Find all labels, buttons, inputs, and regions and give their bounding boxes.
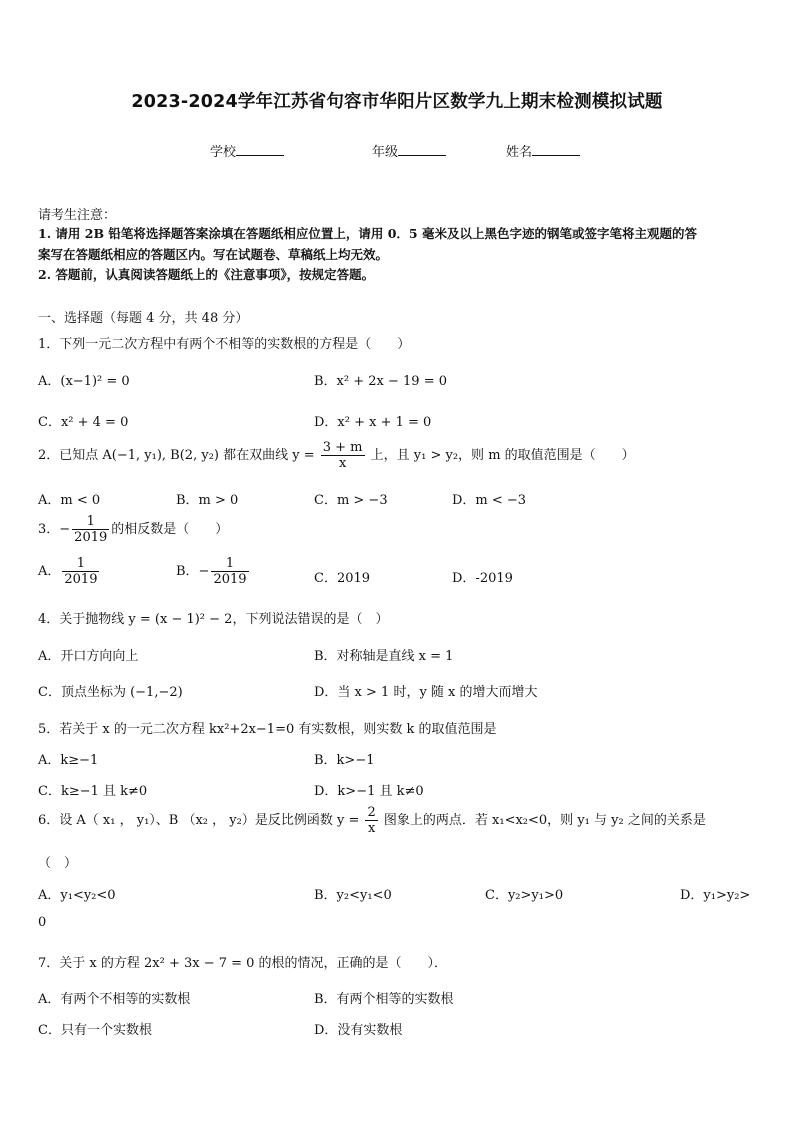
q5-option-c: C．k≥−1 且 k≠0: [38, 784, 148, 799]
q2-option-b: B．m > 0: [176, 493, 239, 508]
school-field: [210, 141, 284, 160]
notice-heading: 请考生注意：: [38, 208, 117, 223]
q7-option-d: D．没有实数根: [314, 1023, 403, 1038]
q2-frac-den: x: [338, 456, 347, 471]
q6-stem-a: 6．设 A（ x₁ ， y₁）、B （x₂ ， y₂）是反比例函数 y =: [38, 813, 360, 828]
name-field: [506, 141, 580, 160]
q5-stem: 5．若关于 x 的一元二次方程 kx²+2x−1=0 有实数根，则实数 k 的取值范围是: [38, 722, 497, 737]
q6-stem-b: 图象上的两点．若 x₁<x₂<0，则 y₁ 与 y₂ 之间的关系是: [383, 813, 706, 828]
q6-option-a: A．y₁<y₂<0: [38, 888, 116, 903]
q2-stem: [38, 440, 635, 471]
q3-b-den: 2019: [213, 572, 247, 587]
q6-option-d-cont: 0: [38, 915, 47, 930]
q2-stem-a: 2．已知点 A(−1, y₁), B(2, y₂) 都在双曲线 y =: [38, 448, 315, 463]
q6-fraction: [365, 805, 377, 836]
q4-stem: 4．关于抛物线 y = (x − 1)² − 2，下列说法错误的是（ ）: [38, 612, 389, 627]
q7-option-a: A．有两个不相等的实数根: [38, 992, 191, 1007]
q3-b-num: 1: [211, 556, 248, 572]
q6-frac-den: x: [367, 821, 376, 836]
q2-option-a: A．m < 0: [38, 493, 101, 508]
page-title: 2023-2024学年江苏省句容市华阳片区数学九上期末检测模拟试题: [131, 92, 663, 112]
q1-option-c: C．x² + 4 = 0: [38, 415, 129, 430]
q6-option-c: C．y₂>y₁>0: [485, 888, 564, 903]
q3-a-prefix: A．: [38, 564, 61, 579]
q4-option-d: D．当 x > 1 时，y 随 x 的增大而增大: [314, 685, 538, 700]
q6-option-d: D．y₁>y₂>: [680, 888, 751, 903]
q1-option-a: A．(x−1)² = 0: [38, 374, 130, 389]
notice-item1-line2: 案写在答题纸相应的答题区内。写在试题卷、草稿纸上均无效。: [38, 247, 389, 262]
section-heading: 一、选择题（每题 4 分，共 48 分）: [38, 311, 249, 326]
notice-item2: 2. 答题前，认真阅读答题纸上的《注意事项》，按规定答题。: [38, 267, 375, 282]
name-blank: [532, 143, 580, 156]
q3-stem-post: 的相反数是（ ）: [111, 522, 229, 537]
q3-option-d: D．-2019: [452, 571, 513, 586]
q3-a-fraction: [62, 556, 99, 587]
grade-blank: [398, 143, 446, 156]
q1-option-d: D．x² + x + 1 = 0: [314, 415, 432, 430]
q3-fraction: [72, 514, 109, 545]
q7-option-c: C．只有一个实数根: [38, 1023, 152, 1038]
q2-option-c: C．m > −3: [314, 493, 388, 508]
q2-frac-num: 3 + m: [322, 440, 363, 455]
q5-option-a: A．k≥−1: [38, 753, 99, 768]
q5-option-b: B．k>−1: [314, 753, 375, 768]
school-blank: [236, 143, 284, 156]
name-label: 姓名: [506, 145, 533, 160]
q2-fraction: [321, 440, 365, 471]
q4-option-a: A．开口方向向上: [38, 649, 139, 664]
q6-stem: [38, 805, 706, 836]
q1-stem: 1．下列一元二次方程中有两个不相等的实数根的方程是（ ）: [38, 337, 411, 352]
q3-option-b: [176, 556, 251, 587]
q3-option-c: C．2019: [314, 571, 371, 586]
q3-stem: [38, 514, 228, 545]
q1-option-b: B．x² + 2x − 19 = 0: [314, 374, 447, 389]
notice-item1-line1: 1. 请用 2B 铅笔将选择题答案涂填在答题纸相应位置上，请用 0．5 毫米及以上黑色字迹的钢笔或签字笔将主观题的答: [38, 226, 697, 241]
q5-option-d: D．k>−1 且 k≠0: [314, 784, 424, 799]
q7-option-b: B．有两个相等的实数根: [314, 992, 454, 1007]
q4-option-c: C．顶点坐标为 (−1,−2): [38, 685, 183, 700]
q6-frac-num: 2: [367, 805, 376, 820]
q3-option-a: [38, 556, 101, 587]
q3-frac-num: 1: [72, 514, 109, 530]
grade-field: [372, 141, 446, 160]
q2-option-d: D．m < −3: [452, 493, 527, 508]
q6-option-b: B．y₂<y₁<0: [314, 888, 392, 903]
q6-stem-c: （ ）: [38, 856, 78, 871]
q7-stem: 7．关于 x 的方程 2x² + 3x − 7 = 0 的根的情况，正确的是（ ）．: [38, 956, 448, 971]
q3-a-num: 1: [62, 556, 99, 572]
q3-stem-pre: 3．−: [38, 522, 71, 537]
q4-option-b: B．对称轴是直线 x = 1: [314, 649, 454, 664]
q3-frac-den: 2019: [74, 530, 108, 545]
q2-stem-b: 上，且 y₁ > y₂，则 m 的取值范围是（ ）: [370, 448, 635, 463]
school-label: 学校: [210, 145, 237, 160]
q3-b-fraction: [211, 556, 248, 587]
grade-label: 年级: [372, 145, 399, 160]
q3-a-den: 2019: [64, 572, 98, 587]
q3-b-prefix: B．−: [176, 564, 210, 579]
